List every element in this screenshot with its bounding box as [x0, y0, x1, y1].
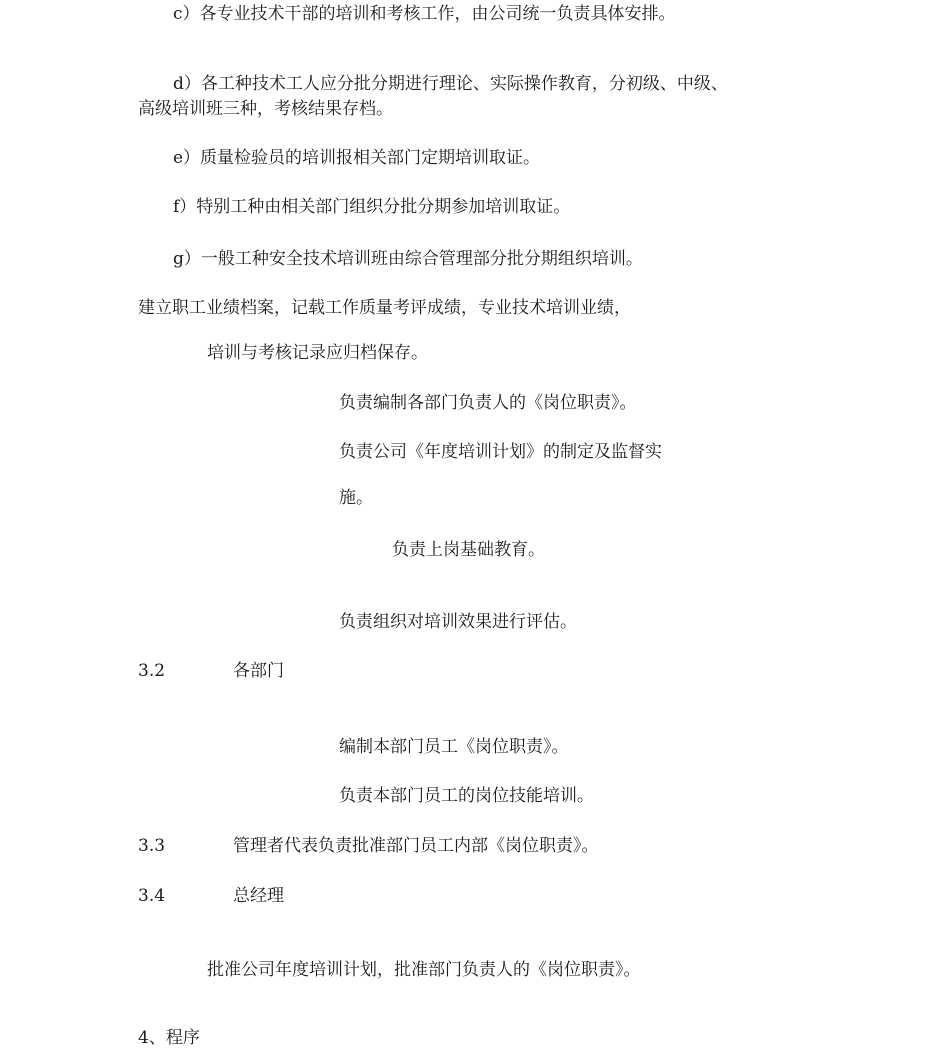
item-e: e）质量检验员的培训报相关部门定期培训取证。 [173, 148, 541, 168]
item-d-line1: d）各工种技术工人应分批分期进行理论、实际操作教育，分初级、中级、 [173, 74, 728, 94]
section-3-2-item-1: 编制本部门员工《岗位职责》。 [339, 737, 569, 757]
section-4-heading: 4、程序 [138, 1028, 200, 1048]
section-3-2-item-2: 负责本部门员工的岗位技能培训。 [339, 786, 594, 806]
item-d-line2: 高级培训班三种，考核结果存档。 [138, 99, 393, 119]
item-g: g）一般工种安全技术培训班由综合管理部分批分期组织培训。 [173, 249, 643, 269]
duty-item-2-line2: 施。 [339, 488, 373, 508]
section-3-2-title: 各部门 [233, 661, 284, 681]
section-3-2-number: 3.2 [138, 661, 166, 681]
item-c: c）各专业技术干部的培训和考核工作，由公司统一负责具体安排。 [173, 4, 676, 24]
archive-line1: 建立职工业绩档案，记载工作质量考评成绩，专业技术培训业绩， [138, 298, 631, 318]
duty-item-3: 负责上岗基础教育。 [392, 540, 545, 560]
section-3-4-text: 批准公司年度培训计划，批准部门负责人的《岗位职责》。 [207, 960, 641, 980]
section-3-4-title: 总经理 [233, 886, 284, 906]
duty-item-2-line1: 负责公司《年度培训计划》的制定及监督实 [339, 442, 662, 462]
duty-item-4: 负责组织对培训效果进行评估。 [339, 612, 577, 632]
item-f: f）特别工种由相关部门组织分批分期参加培训取证。 [173, 197, 571, 217]
section-3-4-number: 3.4 [138, 886, 166, 906]
archive-line2: 培训与考核记录应归档保存。 [207, 343, 428, 363]
section-3-3-number: 3.3 [138, 836, 166, 856]
section-3-3-text: 管理者代表负责批准部门员工内部《岗位职责》。 [233, 836, 599, 856]
duty-item-1: 负责编制各部门负责人的《岗位职责》。 [339, 393, 637, 413]
